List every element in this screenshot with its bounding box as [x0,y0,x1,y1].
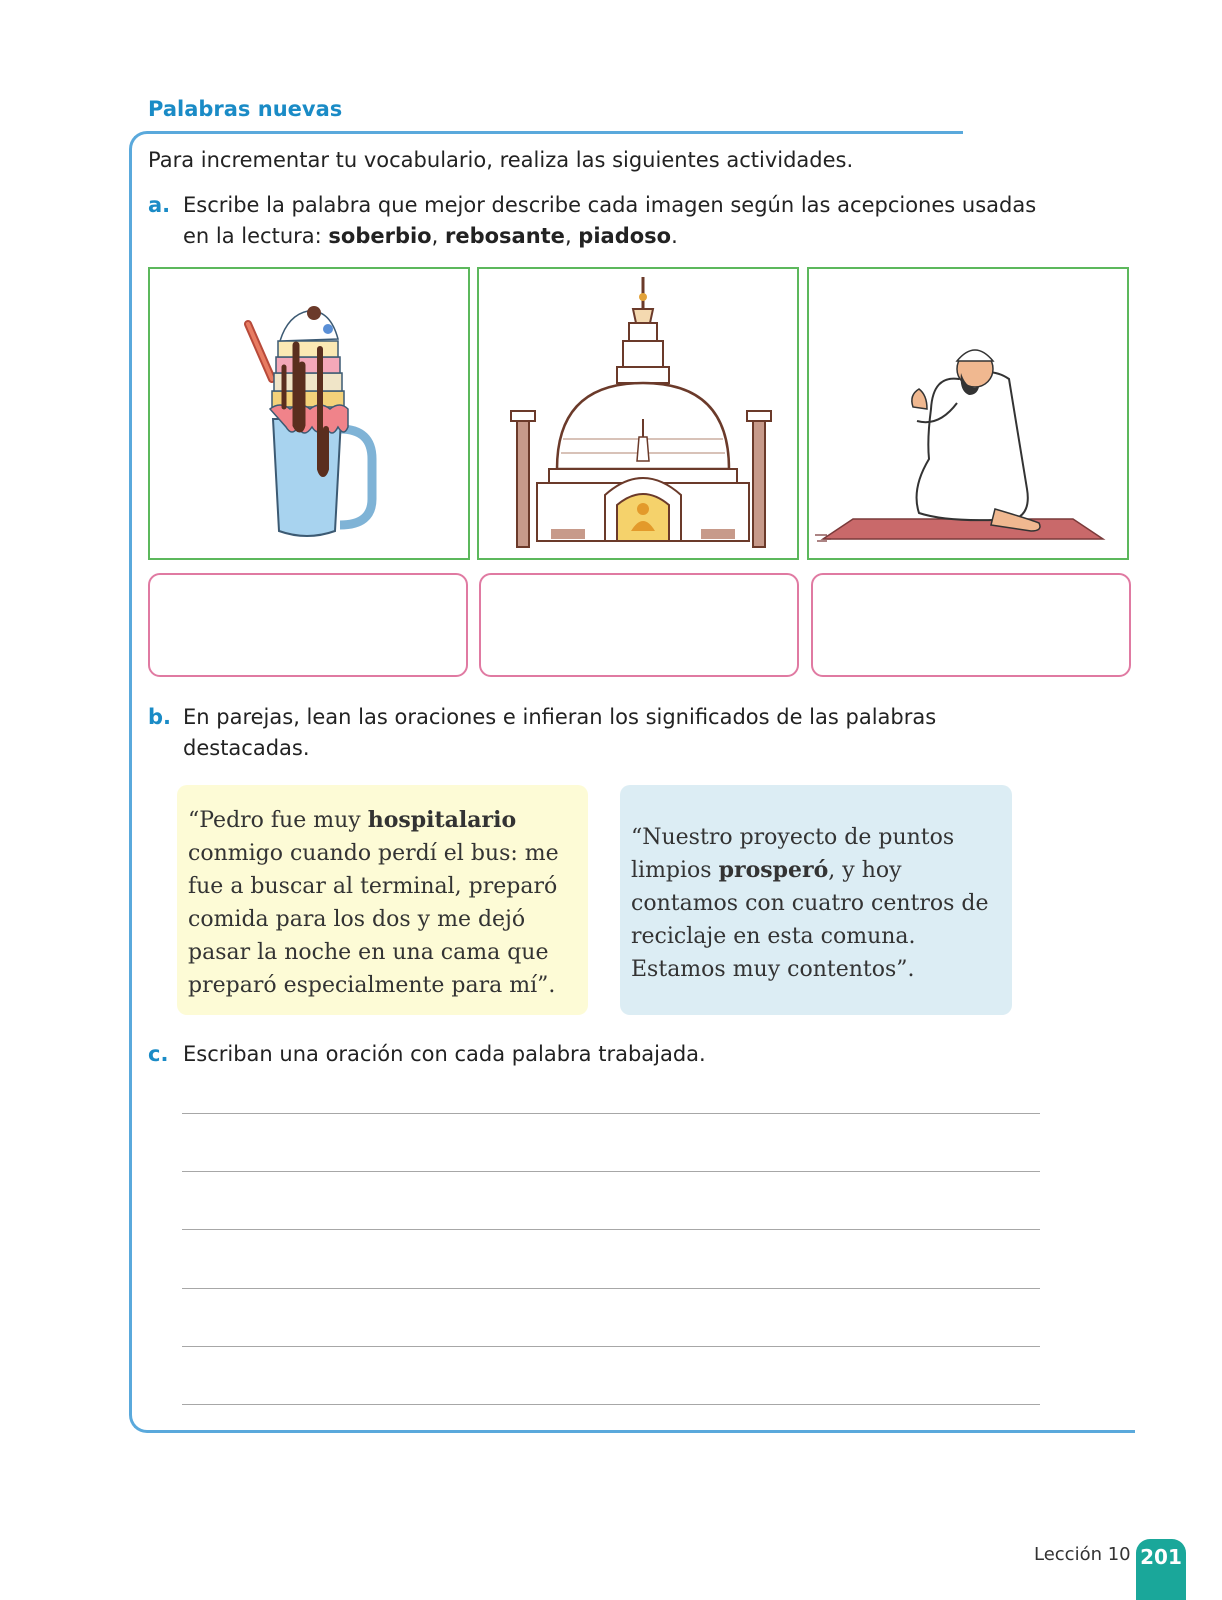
word-rebosante: rebosante [444,224,565,248]
page-number: 201 [1136,1539,1186,1600]
section-title: Palabras nuevas [148,97,343,121]
writing-line-3[interactable] [182,1229,1040,1230]
item-c-letter: c. [148,1042,169,1066]
item-a-text: Escribe la palabra que mejor describe cada imagen según las acepciones usadas en la lectura: soberbio, rebosante, piadoso. [183,193,1037,248]
writing-line-1[interactable] [182,1113,1040,1114]
intro-text: Para incrementar tu vocabulario, realiza las siguientes actividades. [148,148,854,172]
writing-line-5[interactable] [182,1346,1040,1347]
item-a [148,190,1048,252]
word-hospitalario: hospitalario [367,807,517,833]
word-soberbio: soberbio [328,224,432,248]
answer-box-1[interactable] [148,573,468,677]
item-b-letter: b. [148,705,172,729]
praying-man-icon [809,269,1127,558]
item-b-text: En parejas, lean las oraciones e infieran los significados de las palabras destacadas. [183,705,937,760]
item-b [148,702,1048,764]
lesson-label: Lección 10 [1034,1544,1131,1565]
item-c-text: Escriban una oración con cada palabra trabajada. [183,1042,706,1066]
item-c [148,1039,1048,1070]
item-a-letter: a. [148,193,171,217]
answer-box-2[interactable] [479,573,799,677]
writing-line-4[interactable] [182,1288,1040,1289]
writing-line-6[interactable] [182,1404,1040,1405]
word-piadoso: piadoso [578,224,672,248]
quote-prospero: “Nuestro proyecto de puntos limpios prosperó, y hoy contamos con cuatro centros de reciclaje en esta comuna. Estamos muy contentos”. [620,785,1012,1015]
quote-hospitalario: “Pedro fue muy hospitalario conmigo cuando perdí el bus: me fue a buscar al terminal, preparó comida para los dos y me dejó pasar la noche en una cama que preparó especialmente para mí”. [177,785,588,1015]
image-box-2 [477,267,799,560]
milkshake-icon [150,269,468,558]
word-prospero: prosperó [718,857,829,883]
image-box-3 [807,267,1129,560]
answer-box-3[interactable] [811,573,1131,677]
writing-line-2[interactable] [182,1171,1040,1172]
stupa-temple-icon [479,269,797,558]
image-box-1 [148,267,470,560]
